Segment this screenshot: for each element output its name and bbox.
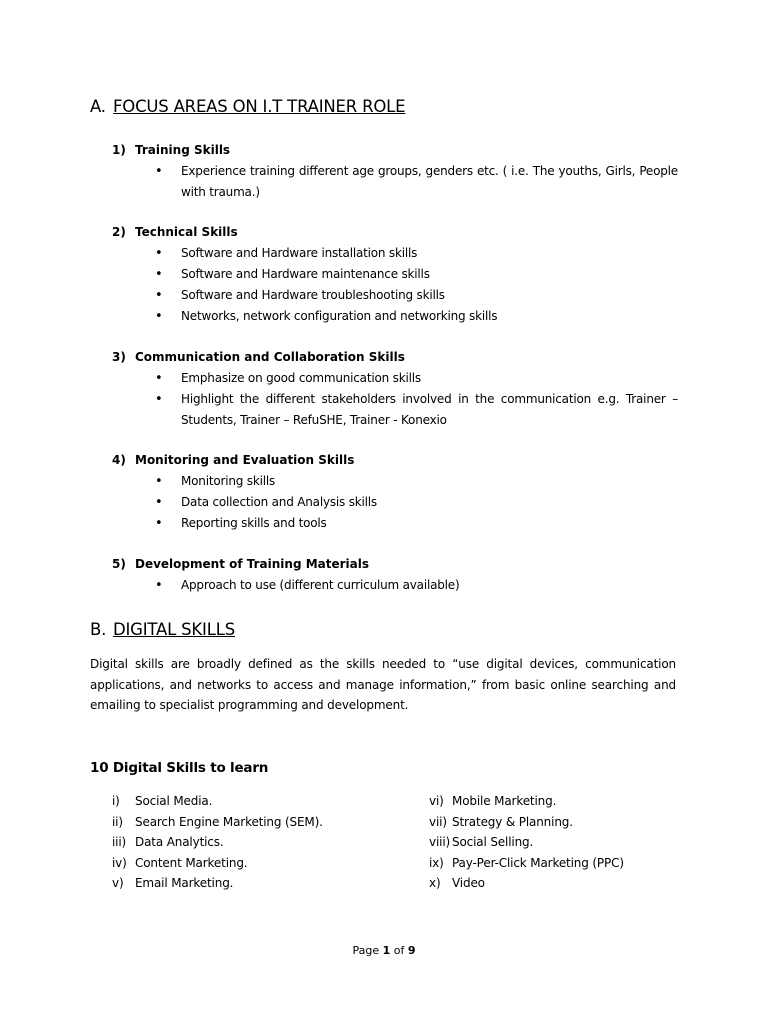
bullet-list (112, 368, 692, 431)
roman-numeral: i) (112, 794, 120, 808)
bullet-text: Software and Hardware installation skills (181, 246, 418, 260)
bullet-item (112, 389, 692, 431)
page-word: Page (352, 944, 380, 957)
bullet-text: Software and Hardware maintenance skills (181, 267, 430, 281)
bullet-icon: • (155, 246, 163, 261)
bullet-list (112, 161, 692, 203)
list-item (112, 873, 402, 894)
bullet-icon: • (155, 516, 163, 531)
list-item (112, 812, 402, 833)
bullet-list (112, 471, 692, 534)
bullet-icon: • (155, 267, 163, 282)
skills-list-right (429, 791, 709, 894)
item-label: Technical Skills (135, 225, 238, 239)
item-label: Communication and Collaboration Skills (135, 350, 405, 364)
bullet-item (112, 161, 692, 203)
skill-text: Search Engine Marketing (SEM). (135, 814, 323, 829)
list-item (429, 812, 709, 833)
skill-text: Content Marketing. (135, 855, 248, 870)
section-b-letter: B. (90, 620, 107, 639)
skill-text: Email Marketing. (135, 876, 234, 890)
bullet-text: Monitoring skills (181, 474, 276, 488)
bullet-text: Reporting skills and tools (181, 516, 327, 530)
list-item (429, 832, 709, 853)
skills-list-left (112, 791, 402, 894)
bullet-text: Emphasize on good communication skills (181, 371, 421, 385)
page-number-footer (0, 942, 768, 960)
bullet-item (112, 368, 692, 389)
current-page-number: 1 (382, 944, 391, 957)
bullet-icon: • (155, 495, 163, 510)
roman-numeral: ix) (429, 855, 444, 870)
skill-text: Video (452, 876, 485, 890)
bullet-text: Approach to use (different curriculum available) (181, 578, 460, 592)
section-b-title: DIGITAL SKILLS (113, 620, 235, 639)
roman-numeral: v) (112, 876, 124, 890)
roman-numeral: viii) (429, 835, 451, 849)
skill-text: Data Analytics. (135, 835, 224, 849)
bullet-item (112, 492, 692, 513)
skill-text: Strategy & Planning. (452, 814, 573, 829)
item-number: 2) (112, 225, 126, 239)
skill-text: Mobile Marketing. (452, 794, 557, 808)
bullet-text: Software and Hardware troubleshooting skills (181, 288, 445, 302)
bullet-item (112, 264, 692, 285)
roman-numeral: ii) (112, 814, 123, 829)
roman-numeral: vi) (429, 794, 444, 808)
roman-numeral: iii) (112, 835, 127, 849)
bullet-icon: • (155, 474, 163, 489)
skill-text: Social Media. (135, 794, 213, 808)
item-number: 3) (112, 350, 126, 364)
bullet-text: Networks, network configuration and networking skills (181, 309, 498, 323)
roman-numeral: vii) (429, 814, 447, 829)
roman-numeral: iv) (112, 855, 127, 870)
bullet-list (112, 575, 692, 596)
digital-skills-subheading: 10 Digital Skills to learn (90, 760, 269, 776)
bullet-icon: • (155, 578, 163, 593)
bullet-text: Data collection and Analysis skills (181, 495, 377, 509)
bullet-item (112, 471, 692, 492)
bullet-icon: • (155, 392, 163, 407)
section-a-heading (90, 96, 405, 118)
skill-text: Pay-Per-Click Marketing (PPC) (452, 855, 624, 870)
list-item (429, 853, 709, 874)
item-number: 4) (112, 453, 126, 467)
section-b-heading (90, 619, 235, 641)
bullet-list (112, 243, 692, 327)
list-item (112, 853, 402, 874)
bullet-icon: • (155, 309, 163, 324)
bullet-text: Highlight the different stakeholders involved in the communication e.g. Trainer – Students, Trainer – RefuSHE, Trainer - Konexio (181, 392, 678, 427)
list-item (112, 832, 402, 853)
total-pages-number: 9 (407, 944, 416, 957)
section-a-letter: A. (90, 97, 106, 116)
list-item (429, 873, 709, 894)
bullet-item (112, 285, 692, 306)
bullet-icon: • (155, 288, 163, 303)
bullet-icon: • (155, 164, 163, 179)
bullet-text: Experience training different age groups, genders etc. ( i.e. The youths, Girls, People with trauma.) (181, 164, 678, 199)
item-label: Training Skills (135, 143, 231, 157)
roman-numeral: x) (429, 876, 441, 890)
list-item (429, 791, 709, 812)
digital-skills-definition: Digital skills are broadly defined as the skills needed to “use digital devices, communication applications, and networks to access and manage information,” from basic online searching and emailing to specialist programming and development. (90, 657, 676, 712)
item-label: Development of Training Materials (135, 557, 370, 571)
bullet-item (112, 513, 692, 534)
item-label: Monitoring and Evaluation Skills (135, 453, 355, 467)
of-word: of (393, 944, 405, 957)
list-item (112, 791, 402, 812)
item-number: 1) (112, 143, 126, 157)
bullet-item (112, 306, 692, 327)
bullet-item (112, 575, 692, 596)
section-a-title: FOCUS AREAS ON I.T TRAINER ROLE (113, 97, 406, 116)
skill-text: Social Selling. (452, 835, 534, 849)
bullet-icon: • (155, 371, 163, 386)
item-number: 5) (112, 557, 126, 571)
bullet-item (112, 243, 692, 264)
